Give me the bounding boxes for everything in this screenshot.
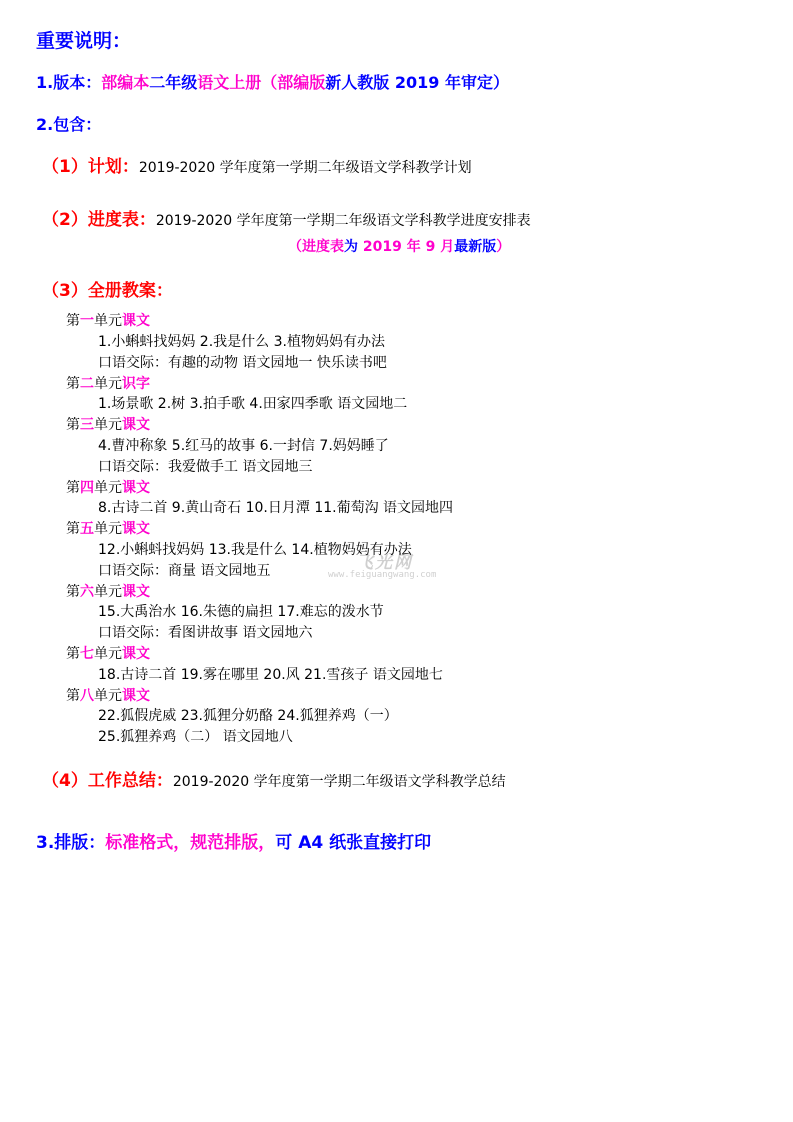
unit-number: 三 xyxy=(80,417,94,433)
lesson-line: 口语交际：我爱做手工 语文园地三 xyxy=(98,458,313,475)
plan-line xyxy=(42,152,472,177)
unit-number: 七 xyxy=(80,646,94,662)
unit-word: 单元 xyxy=(94,687,122,704)
watermark-url: www.feiguangwang.com xyxy=(328,570,437,580)
lesson-line: 18.古诗二首 19.雾在哪里 20.风 21.雪孩子 语文园地七 xyxy=(98,666,443,683)
unit-prefix: 第 xyxy=(66,687,80,704)
includes-label: 2.包含： xyxy=(36,115,102,134)
version-approval: 新人教版 2019 年审定） xyxy=(325,73,509,92)
page-heading: 重要说明： xyxy=(36,30,132,52)
plan-text: 2019-2020 学年度第一学期二年级语文学科教学计划 xyxy=(138,160,472,176)
unit-subject: 识字 xyxy=(122,375,150,392)
unit-subject: 课文 xyxy=(122,583,150,600)
schedule-text: 2019-2020 学年度第一学期二年级语文学科教学进度安排表 xyxy=(155,213,531,229)
plan-label: （1）计划： xyxy=(42,157,139,177)
unit-word: 单元 xyxy=(94,313,122,329)
note-schedule: 进度表 xyxy=(302,239,344,255)
unit-heading xyxy=(66,477,150,497)
version-edition-alt: 部编版 xyxy=(277,73,326,92)
unit-subject: 课文 xyxy=(122,687,150,704)
schedule-label: （2）进度表： xyxy=(42,210,156,230)
unit-number: 八 xyxy=(80,687,94,704)
unit-subject: 课文 xyxy=(122,479,150,496)
unit-number: 一 xyxy=(80,313,94,329)
lesson-line: 25.狐狸养鸡（二） 语文园地八 xyxy=(98,729,293,745)
lessons-line xyxy=(42,276,173,301)
note-date: 2019 年 9 月 xyxy=(362,239,455,255)
lesson-line: 口语交际：看图讲故事 语文园地六 xyxy=(98,625,313,641)
lesson-line: 8.古诗二首 9.黄山奇石 10.日月潭 11.葡萄沟 语文园地四 xyxy=(98,500,454,516)
unit-number: 五 xyxy=(80,521,94,537)
lesson-line: 1.场景歌 2.树 3.拍手歌 4.田家四季歌 语文园地二 xyxy=(98,396,408,412)
lesson-line: 口语交际：商量 语文园地五 xyxy=(98,562,271,579)
unit-prefix: 第 xyxy=(66,417,80,433)
version-subject: 语文上册 xyxy=(197,73,262,92)
unit-heading xyxy=(66,643,150,663)
unit-word: 单元 xyxy=(94,375,122,392)
lesson-line: 1.小蝌蚪找妈妈 2.我是什么 3.植物妈妈有办法 xyxy=(98,333,385,350)
note-close: ） xyxy=(496,239,511,255)
layout-line xyxy=(36,828,431,853)
unit-heading xyxy=(66,414,150,434)
unit-word: 单元 xyxy=(94,646,122,662)
unit-prefix: 第 xyxy=(66,583,80,600)
unit-prefix: 第 xyxy=(66,521,80,537)
unit-prefix: 第 xyxy=(66,313,80,329)
schedule-note xyxy=(288,236,510,256)
summary-line xyxy=(42,766,506,791)
layout-standard: 标准格式，规范排版， xyxy=(105,833,276,853)
unit-number: 二 xyxy=(80,375,94,392)
lesson-line: 4.曹冲称象 5.红马的故事 6.一封信 7.妈妈睡了 xyxy=(98,437,389,454)
layout-print: 可 A4 纸张直接打印 xyxy=(275,833,432,853)
unit-number: 六 xyxy=(80,583,94,600)
lesson-line: 口语交际：有趣的动物 语文园地一 快乐读书吧 xyxy=(98,354,387,371)
version-line xyxy=(36,70,509,93)
unit-word: 单元 xyxy=(94,417,122,433)
unit-word: 单元 xyxy=(94,521,122,537)
unit-word: 单元 xyxy=(94,583,122,600)
unit-prefix: 第 xyxy=(66,479,80,496)
note-latest: 最新版 xyxy=(454,239,497,255)
unit-heading xyxy=(66,581,150,601)
note-for: 为 xyxy=(344,239,363,255)
summary-text: 2019-2020 学年度第一学期二年级语文学科教学总结 xyxy=(172,774,506,790)
version-paren: （ xyxy=(261,73,278,92)
lesson-line: 15.大禹治水 16.朱德的扁担 17.难忘的泼水节 xyxy=(98,604,384,620)
unit-heading xyxy=(66,373,150,393)
note-open: （ xyxy=(288,239,302,255)
lesson-line: 12.小蝌蚪找妈妈 13.我是什么 14.植物妈妈有办法 xyxy=(98,541,412,558)
unit-subject: 课文 xyxy=(122,646,150,662)
schedule-line xyxy=(42,205,531,230)
version-prefix: 1.版本： xyxy=(36,73,102,92)
unit-word: 单元 xyxy=(94,479,122,496)
lesson-line: 22.狐假虎威 23.狐狸分奶酪 24.狐狸养鸡（一） xyxy=(98,708,398,724)
unit-subject: 课文 xyxy=(122,417,150,433)
version-edition: 部编本 xyxy=(101,73,150,92)
watermark-text: 飞光网 xyxy=(356,553,413,573)
version-grade: 二年级 xyxy=(149,73,198,92)
unit-heading xyxy=(66,518,150,538)
unit-number: 四 xyxy=(80,479,94,496)
unit-prefix: 第 xyxy=(66,646,80,662)
unit-subject: 课文 xyxy=(122,313,150,329)
unit-prefix: 第 xyxy=(66,375,80,392)
lessons-label: （3）全册教案： xyxy=(42,281,173,301)
unit-heading xyxy=(66,310,150,330)
summary-label: （4）工作总结： xyxy=(42,771,173,791)
unit-subject: 课文 xyxy=(122,521,150,537)
unit-heading xyxy=(66,685,150,705)
layout-prefix: 3.排版： xyxy=(36,833,106,853)
